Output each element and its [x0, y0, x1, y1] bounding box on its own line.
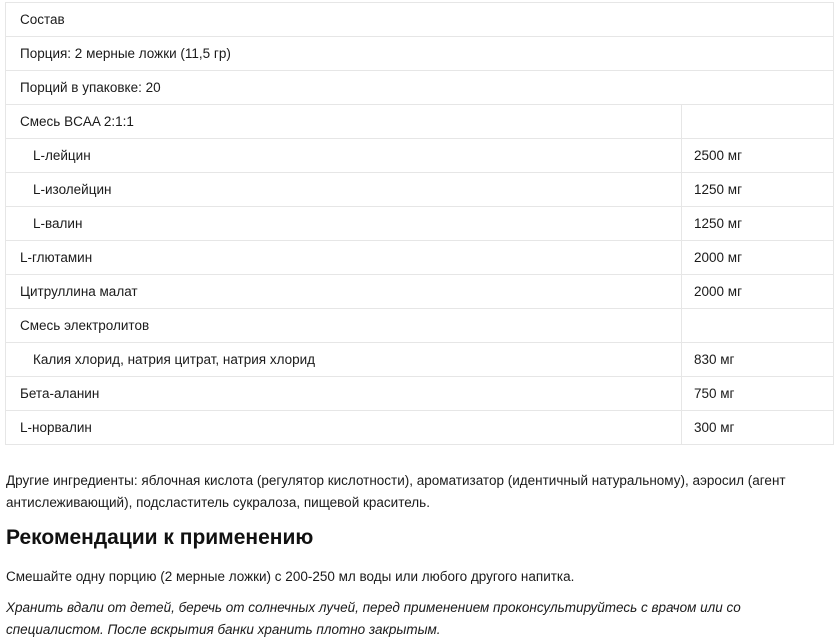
composition-row — [6, 139, 834, 173]
usage-instructions-text: Смешайте одну порцию (2 мерные ложки) с 200-250 мл воды или любого другого напитка. — [6, 569, 575, 584]
composition-row — [6, 309, 834, 343]
composition-row — [6, 241, 834, 275]
ingredient-amount — [682, 309, 834, 343]
ingredient-name: Бета-аланин — [6, 377, 682, 411]
ingredient-name: Калия хлорид, натрия цитрат, натрия хлорид — [6, 343, 682, 377]
ingredient-amount: 830 мг — [682, 343, 834, 377]
composition-row — [6, 377, 834, 411]
ingredient-amount: 750 мг — [682, 377, 834, 411]
ingredient-amount: 2500 мг — [682, 139, 834, 173]
storage-warning-text: Хранить вдали от детей, беречь от солнечных лучей, перед применением проконсультируйтесь с врачом или со специалистом. После вскрытия банки хранить плотно закрытым. — [6, 600, 741, 637]
ingredient-name: L-лейцин — [6, 139, 682, 173]
composition-row — [6, 411, 834, 445]
ingredient-amount: 1250 мг — [682, 207, 834, 241]
ingredient-amount: 2000 мг — [682, 241, 834, 275]
composition-row — [6, 207, 834, 241]
ingredient-name: Смесь BCAA 2:1:1 — [6, 105, 682, 139]
composition-row — [6, 105, 834, 139]
composition-row — [6, 37, 834, 71]
ingredient-name: Порция: 2 мерные ложки (11,5 гр) — [6, 37, 834, 71]
recommendations-heading: Рекомендации к применению — [6, 526, 314, 549]
ingredient-name: Смесь электролитов — [6, 309, 682, 343]
ingredient-amount — [682, 105, 834, 139]
ingredient-name: Порций в упаковке: 20 — [6, 71, 834, 105]
composition-row — [6, 343, 834, 377]
composition-row — [6, 275, 834, 309]
ingredient-name: Состав — [6, 3, 834, 37]
ingredient-name: L-норвалин — [6, 411, 682, 445]
composition-table-body — [6, 3, 834, 445]
ingredient-name: L-изолейцин — [6, 173, 682, 207]
ingredient-amount: 2000 мг — [682, 275, 834, 309]
ingredient-amount: 300 мг — [682, 411, 834, 445]
composition-row — [6, 71, 834, 105]
composition-table — [5, 2, 834, 445]
composition-row — [6, 173, 834, 207]
ingredient-name: L-глютамин — [6, 241, 682, 275]
other-ingredients-text: Другие ингредиенты: яблочная кислота (регулятор кислотности), ароматизатор (идентичный натуральному), аэросил (агент антислеживающий), подсластитель сукралоза, пищевой краситель. — [6, 473, 786, 510]
ingredient-name: Цитруллина малат — [6, 275, 682, 309]
ingredient-name: L-валин — [6, 207, 682, 241]
ingredient-amount: 1250 мг — [682, 173, 834, 207]
composition-row — [6, 3, 834, 37]
